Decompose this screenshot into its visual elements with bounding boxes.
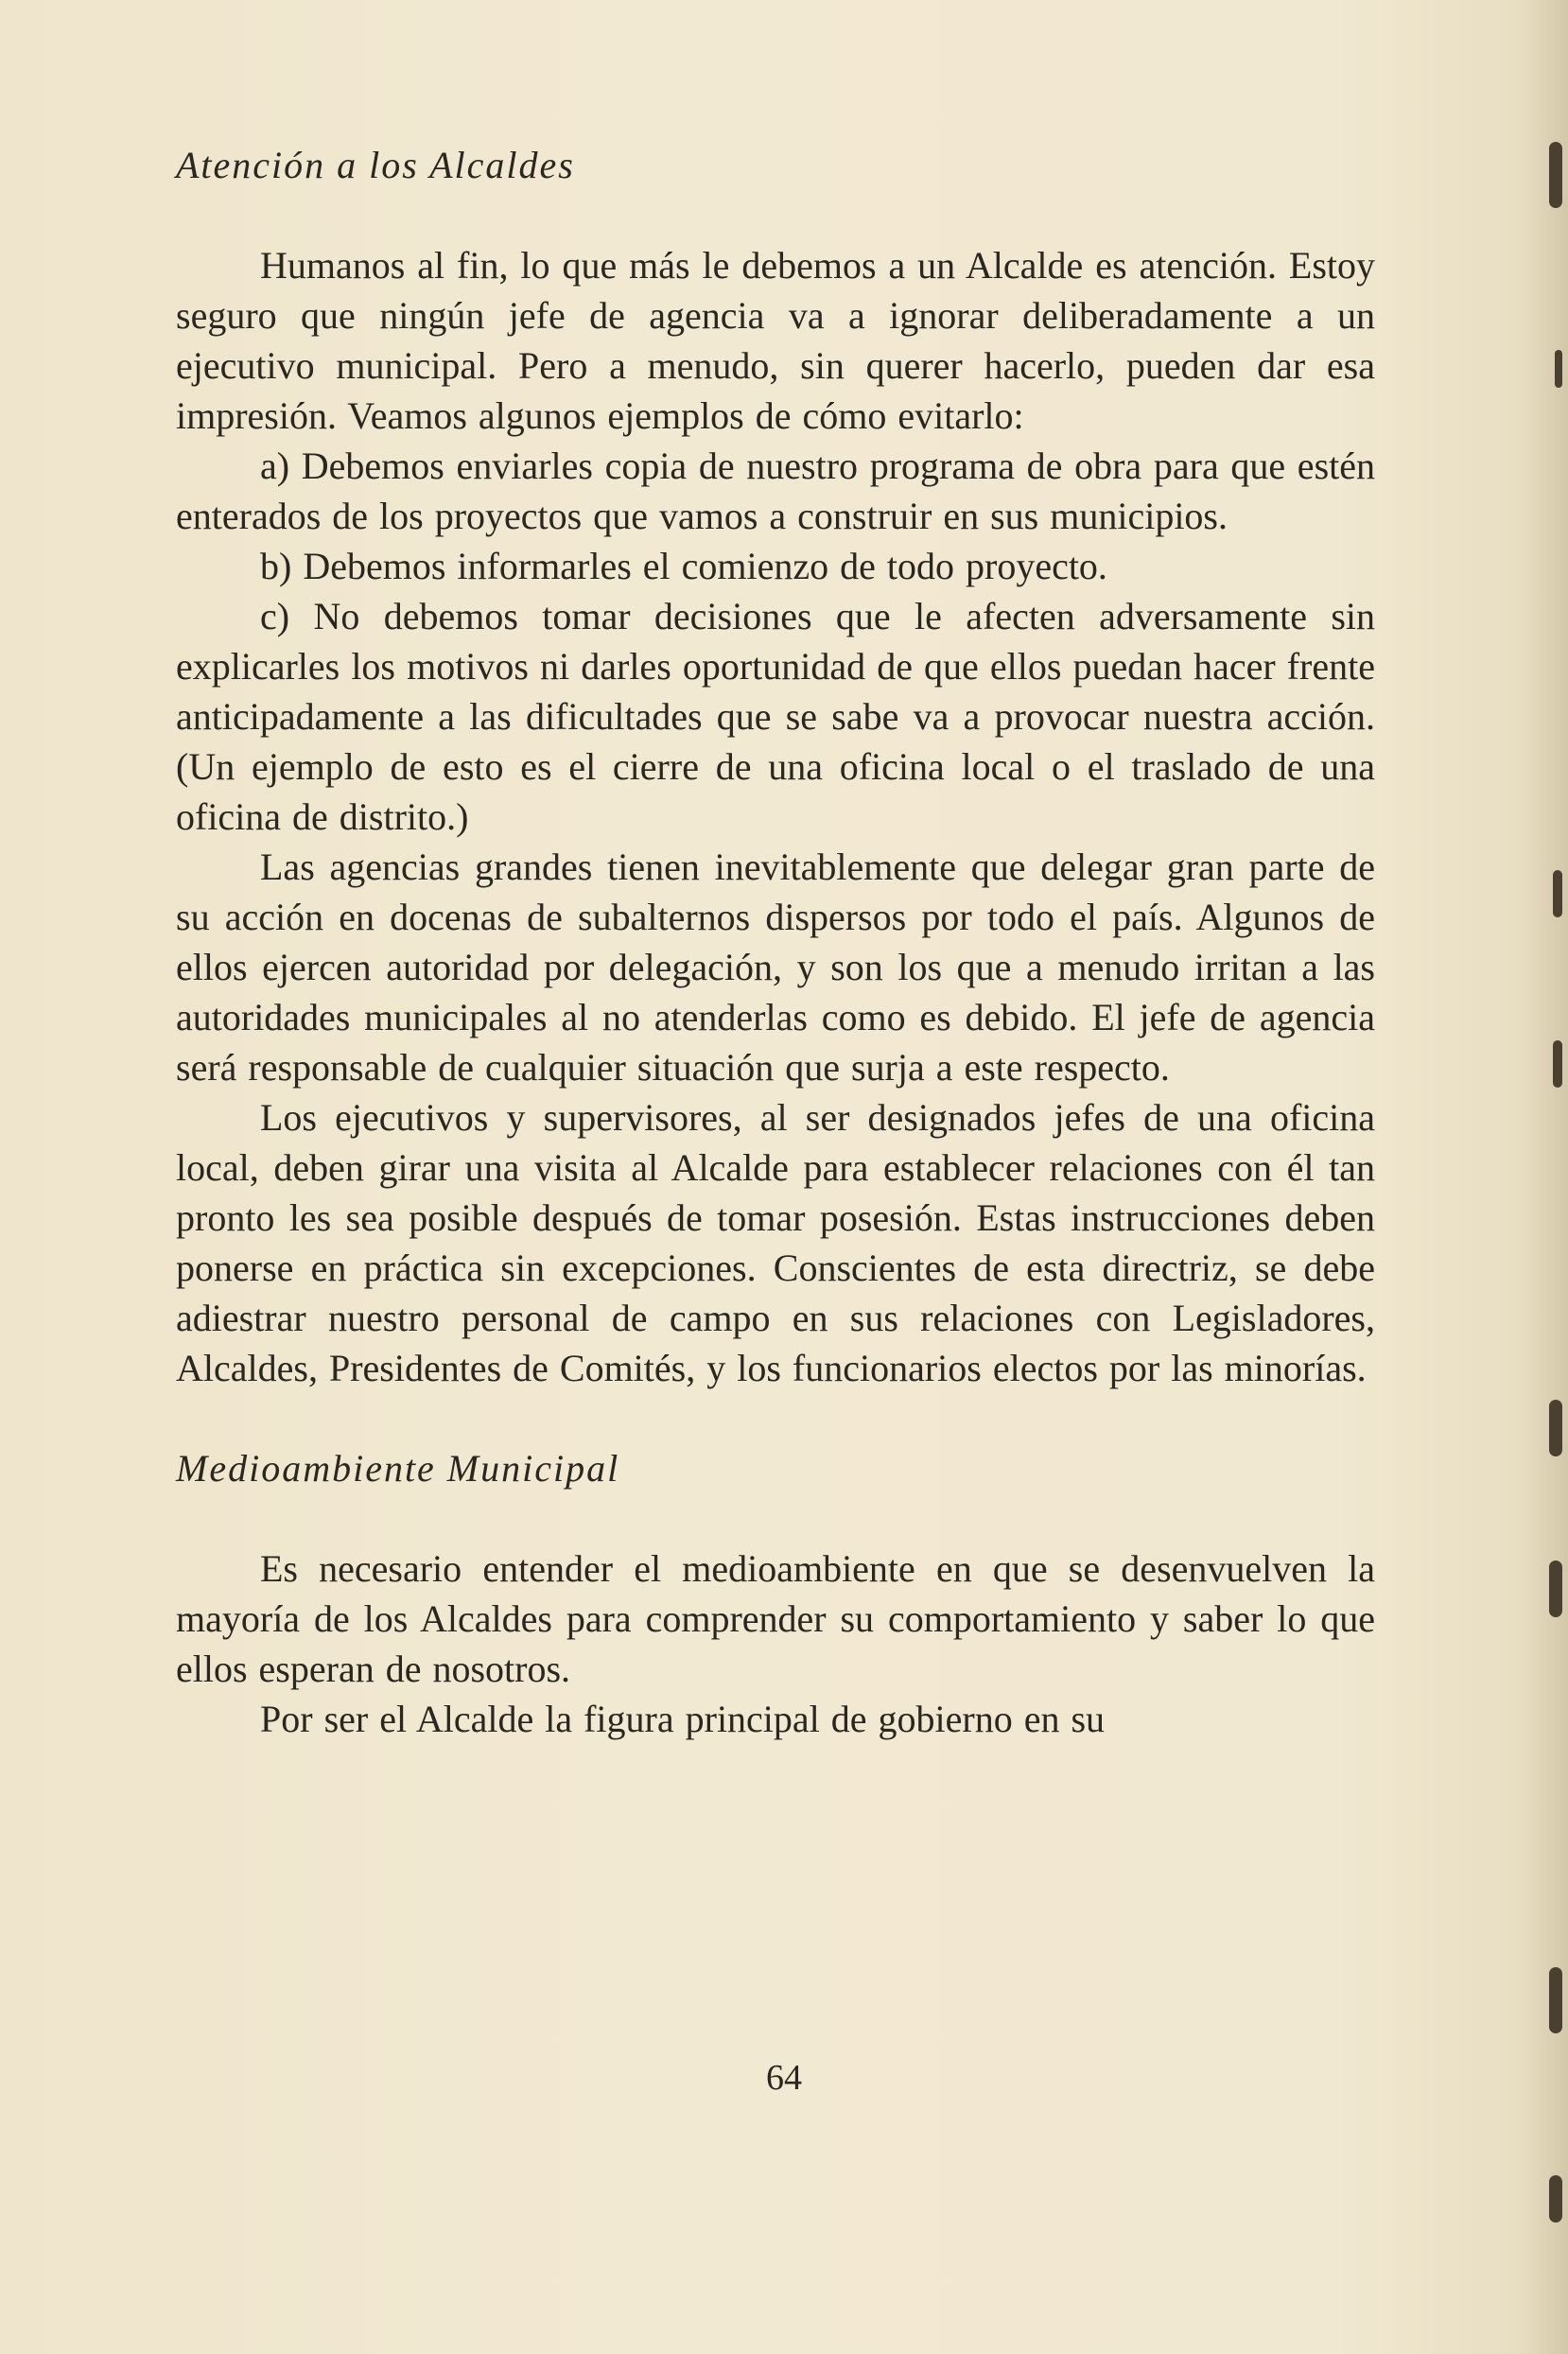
list-item-a: a) Debemos enviarles copia de nuestro programa de obra para que estén enterados de los proyectos que vamos a construir en sus municipios. [176, 445, 1375, 537]
paragraph: Las agencias grandes tienen inevitablemente que delegar gran parte de su acción en docenas de subalternos dispersos por todo el país. Algunos de ellos ejercen autoridad por delegación, y son los que a menudo irritan a las autoridades municipales al no atenderlas como es debido. El jefe de agencia será responsable de cualquier situación que surja a este respecto. [176, 846, 1375, 1089]
list-item-b: b) Debemos informarles el comienzo de todo proyecto. [260, 545, 1107, 587]
section-heading-medioambiente: Medioambiente Municipal [176, 1447, 620, 1490]
page-number: 64 [766, 2058, 802, 2098]
list-item-c: c) No debemos tomar decisiones que le afecten adversamente sin explicarles los motivos ni darles oportunidad de que ellos puedan hacer frente anticipadamente a las dificultades que se sabe va a provocar nuestra acción. (Un ejemplo de esto es el cierre de una oficina local o el traslado de una oficina de distrito.) [176, 595, 1375, 838]
paragraph: Por ser el Alcalde la figura principal de gobierno en su [260, 1698, 1106, 1740]
binding-mark [1555, 350, 1562, 388]
paragraph: Es necesario entender el medioambiente en que se desenvuelven la mayoría de los Alcaldes para comprender su comportamiento y saber lo que ellos esperan de nosotros. [176, 1547, 1375, 1690]
binding-mark [1549, 1561, 1562, 1617]
binding-mark [1549, 2175, 1562, 2223]
binding-mark [1549, 142, 1562, 208]
text-column [176, 140, 1375, 1744]
paragraph: Los ejecutivos y supervisores, al ser designados jefes de una oficina local, deben girar una visita al Alcalde para establecer relaciones con él tan pronto les sea posible después de tomar posesión. Estas instrucciones deben ponerse en práctica sin excepciones. Conscientes de esta directriz, se debe adiestrar nuestro personal de campo en sus relaciones con Legisladores, Alcaldes, Presidentes de Comités, y los funcionarios electos por las minorías. [176, 1096, 1375, 1389]
binding-mark [1549, 1967, 1562, 2033]
binding-mark [1553, 1040, 1562, 1088]
binding-mark [1553, 870, 1562, 917]
binding-mark [1549, 1400, 1562, 1456]
section-heading-alcaldes: Atención a los Alcaldes [176, 144, 575, 186]
paragraph: Humanos al fin, lo que más le debemos a un Alcalde es atención. Estoy seguro que ningún jefe de agencia va a ignorar deliberadamente a un ejecutivo municipal. Pero a menudo, sin querer hacerlo, pueden dar esa impresión. Veamos algunos ejemplos de cómo evitarlo: [176, 244, 1375, 437]
